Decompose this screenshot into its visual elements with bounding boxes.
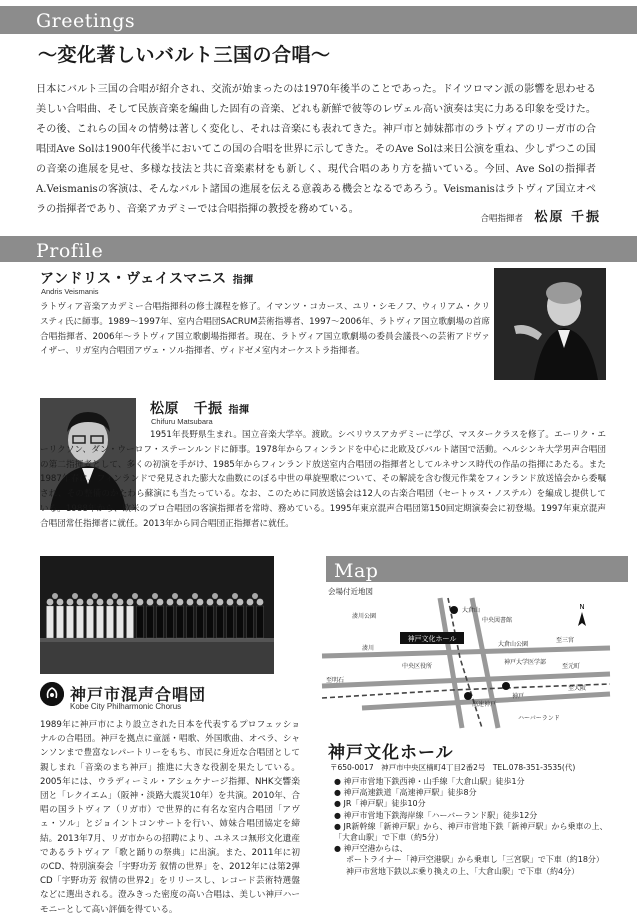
choir-singer-head (217, 599, 224, 606)
choir-singer (87, 606, 94, 638)
map-label-r2: 至元町 (562, 663, 581, 670)
map-label-r5: 湊川公園 (352, 613, 377, 620)
choir-singer-head (252, 593, 258, 599)
choir-singer-head (112, 593, 118, 599)
choir-singer-head (187, 599, 194, 606)
choir-singer-head (232, 593, 238, 599)
choir-singer (67, 606, 74, 638)
map-heading: Map (334, 560, 379, 582)
choir-singer-head (67, 599, 74, 606)
choir-singer-head (257, 599, 264, 606)
choir-singer-head (87, 599, 94, 606)
map-label-s1: 大倉山 (462, 607, 481, 614)
choir-singer-head (72, 593, 78, 599)
greetings-heading: Greetings (36, 10, 136, 32)
profile1-roman-name: Andris Veismanis (41, 287, 99, 296)
access-item: ● 神戸市営地下鉄西神・山手線「大倉山駅」徒歩1分 (334, 777, 525, 786)
profile1-title: 指揮 (232, 275, 254, 286)
choir-singer-head (152, 593, 158, 599)
choir-singer (207, 606, 214, 638)
choir-singer-head (197, 599, 204, 606)
choir-singer-head (157, 599, 164, 606)
choir-singer-head (212, 593, 218, 599)
greetings-body: 日本にバルト三国の合唱が紹介され、交流が始まったのは1970年後半のことであった。ドイツロマン派の影響を思わせる美しい合唱曲、そして民族音楽を編曲した固有の音楽、どれも新鮮で彼等のレヴェル高い演奏は実に力ある印象を受けた。その後、これらの国々の情勢は著しく変化し、それは音楽にも表れてきた。神戸市と姉妹都市のラトヴィアのリーガ市の合唱団Ave Solは1900年代後半においてこの国の合唱を世界に示してきた。そのAve Solは来日公演を重ね、少しずつこの国の音楽の進展を見せ、多様な技法と共に音楽素材をも新しく、現代合唱のあり方を描いている。今回、Ave Solの指揮者A.Veismanisの客演は、そんなバルト諸国の進展を伝える意義ある機会となるであろう。Veismanisはラトヴィア国立オペラの指揮者であり、音楽アカデミーでは合唱指揮の教授を務めている。 (36, 84, 596, 215)
choir-singer-head (247, 599, 254, 606)
map-label-s5: 中央区役所 (402, 663, 433, 670)
station-marker (450, 606, 458, 614)
choir-singer-head (52, 593, 58, 599)
map-label-s4: 神戸大学医学部 (504, 659, 547, 666)
choir-singer (237, 606, 244, 638)
choir-singer (57, 606, 64, 638)
profile2-name (150, 398, 250, 418)
choir-singer (97, 606, 104, 638)
choir-singer (167, 606, 174, 638)
profile2-title: 指揮 (228, 405, 250, 416)
choir-singer-head (77, 599, 84, 606)
choir-singer-head (47, 599, 54, 606)
choir-singer-head (137, 599, 144, 606)
choir-name: 神戸市混声合唱団 (70, 685, 207, 704)
choir-singer (77, 606, 84, 638)
choir-singer (177, 606, 184, 638)
map-venue-label: 神戸文化ホール (407, 635, 457, 643)
choir-singer-head (117, 599, 124, 606)
choir-singer-head (107, 599, 114, 606)
access-item: ● 神戸空港からは、 (334, 844, 408, 854)
svg-text:N: N (579, 603, 585, 611)
access-item: ポートライナー「神戸空港駅」から乗車し「三宮駅」で下車（約18分） (346, 855, 604, 865)
signature-role: 合唱指揮者 (480, 214, 523, 224)
choir-singer (187, 606, 194, 638)
choir-singer-head (237, 599, 244, 606)
choir-singer-head (97, 599, 104, 606)
choir-body: 1989年に神戸市により設立された日本を代表するプロフェッショナルの合唱団。神戸を拠点に童謡・唱歌、外国歌曲、オペラ、シャンソンまで豊富なレパートリーをもち、市民に身近な合唱団として親しまれ「音楽のまち神戸」推進に大きな役割を果たしている。2005年には、ウラディーミル・アシュケナージ指揮、NHK交響楽団と「レクイエム」（阪神・淡路大震災10年）を共演。2010年、合唱の国ラトヴィア（リガ市）で世界的に有名な室内合唱団「アヴェ・ソル」とジョイントコンサートを行い、姉妹合唱団協定を締結。2013年7月、リガ市からの招聘により、ユネスコ無形文化遺産であるラトヴィア「歌と踊りの祭典」に出演。また、2011年に初のCD、特別演奏会「宇野功芳 叙情の世界」を、2012年には第2弾CD「宇野功芳 叙情の世界2」をリリースし、レコード芸術特選盤などに選出される。澄みきった密度の高い合唱は、美しい神戸ハーモニーとして高い評価を得ている。 (40, 720, 300, 915)
choir-singer (137, 606, 144, 638)
choir-singer-head (147, 599, 154, 606)
signature-name: 松原 千振 (534, 210, 601, 225)
map-label-s2: 中央図書館 (482, 617, 513, 624)
profile-heading: Profile (36, 240, 104, 262)
choir-singer (157, 606, 164, 638)
map-label-s3: 大倉山公園 (498, 641, 529, 648)
choir-singer-head (92, 593, 98, 599)
choir-singer-head (227, 599, 234, 606)
choir-logo-art (40, 682, 64, 706)
choir-singer-head (207, 599, 214, 606)
profile-header-band (0, 236, 637, 262)
choir-singer (217, 606, 224, 638)
choir-singer-head (167, 599, 174, 606)
choir-singer (257, 606, 264, 638)
map-label-r3: 至大阪 (568, 685, 587, 692)
choir-logo-icon (40, 682, 64, 706)
choir-singer-head (132, 593, 138, 599)
choir-singer (247, 606, 254, 638)
station-marker (502, 682, 510, 690)
choir-singer-head (57, 599, 64, 606)
access-item: 神戸市営地下鉄以ぷ乗り換えの上、「大倉山駅」で下車（約4分） (346, 866, 580, 876)
choir-singer (127, 606, 134, 638)
access-item: ● JR新幹線「新神戸駅」から、神戸市営地下鉄「新神戸駅」から乗車の上、「大倉山駅」で下車（約5分） (334, 821, 608, 843)
choir-singer-head (127, 599, 134, 606)
access-list (334, 776, 614, 877)
choir-singer-head (177, 599, 184, 606)
choir-singer (197, 606, 204, 638)
map-label-r1: 至三宮 (556, 637, 575, 644)
map-label-s8: ハーバーランド (518, 715, 560, 722)
map-label-r4: 至明石 (326, 677, 345, 684)
choir-singer (147, 606, 154, 638)
choir-singer (117, 606, 124, 638)
profile1-bio: ラトヴィア音楽アカデミー合唱指揮科の修士課程を修了。イマンツ・コカース、ユリ・シモノフ、ウィリアム・クリスティ氏に師事。1989〜1997年、室内合唱団SACRUM芸術指導者、1997〜2006年、ラトヴィア国立歌劇場の首席合唱指揮者、2006年〜ラトヴィア国立歌劇場指揮者。現在、ラトヴィア国立歌劇場の委員会議長への芸術アドヴァイザー、リガ室内合唱団アヴェ・ソル指揮者、ヴィドゼメ室内オーケストラ指揮者。 (40, 302, 490, 357)
hall-address: 〒650-0017 神戸市中央区楠町4丁目2番2号 TEL.078-351-3535(代) (330, 763, 576, 772)
map-header-band (326, 556, 628, 582)
access-item: ● 神戸高速鉄道「高速神戸駅」徒歩8分 (334, 788, 477, 798)
greetings-signature (480, 206, 601, 225)
map-label-s7: 神戸 (512, 693, 525, 700)
choir-singer (107, 606, 114, 638)
access-item: ● JR「神戸駅」徒歩10分 (334, 799, 426, 809)
map-caption: 会場付近地図 (328, 587, 373, 596)
profile1-name (40, 268, 254, 288)
venue-map (322, 598, 610, 728)
profile2-bio: 1951年長野県生まれ。国立音楽大学卒。渡欧。シベリウスアカデミーに学び、マスタークラスを修了。エーリク・エーリクソン、ダン・ウーロフ・ステーンルンドに師事。1978年からフィンランドを中心に北欧及びバルト諸国で活動。ヘルシンキ大学男声合唱団の第二指揮者として、多くの初演を手がけ、1985年からフィンランド放送室内合唱団の指揮者としてルネサンス時代の作品の指揮にあたる。また1987年春に、フィンランドで発見された膨大な曲数にのぼる中世の単旋聖歌について、その解読を含む復元作業をフィンランド放送協会から委嘱され、その整備のかたわら蘇演にも当たっている。なお、このために同放送協会は12人の古楽合唱団（セートゥス・ノステル）を編成し提供している。1988年から、欧米のプロ合唱団の客演指揮者を常時、務めている。1995年東京混声合唱団第150回定期演奏会に初登場。1997年東京混声合唱団常任指揮者に就任。2013年から同合唱団正指揮者に就任。 (40, 430, 606, 529)
choir-singer (227, 606, 234, 638)
access-item: ● 神戸市営地下鉄海岸線「ハーバーランド駅」徒歩12分 (334, 810, 538, 820)
station-marker (464, 692, 472, 700)
greetings-header-band (0, 6, 637, 34)
choir-singer-head (192, 593, 198, 599)
profile1-photo-art (494, 268, 606, 380)
greetings-headline: 〜変化著しいバルト三国の合唱〜 (38, 44, 331, 66)
choir-photo (40, 556, 274, 674)
choir-singer-head (172, 593, 178, 599)
hall-name: 神戸文化ホール (328, 743, 454, 763)
map-label-s9: 湊川 (362, 645, 375, 652)
choir-english-name: Kobe City Philharmonic Chorus (70, 702, 182, 711)
profile1-photo (494, 268, 606, 380)
profile2-roman-name: Chifuru Matsubara (151, 417, 213, 426)
choir-singer (47, 606, 54, 638)
choir-photo-art (40, 556, 274, 674)
profile2-name-text: 松原 千振 (150, 401, 223, 417)
profile1-name-text: アンドリス・ヴェイスマニス (40, 271, 227, 287)
map-label-s6: 高速神戸 (472, 701, 497, 708)
